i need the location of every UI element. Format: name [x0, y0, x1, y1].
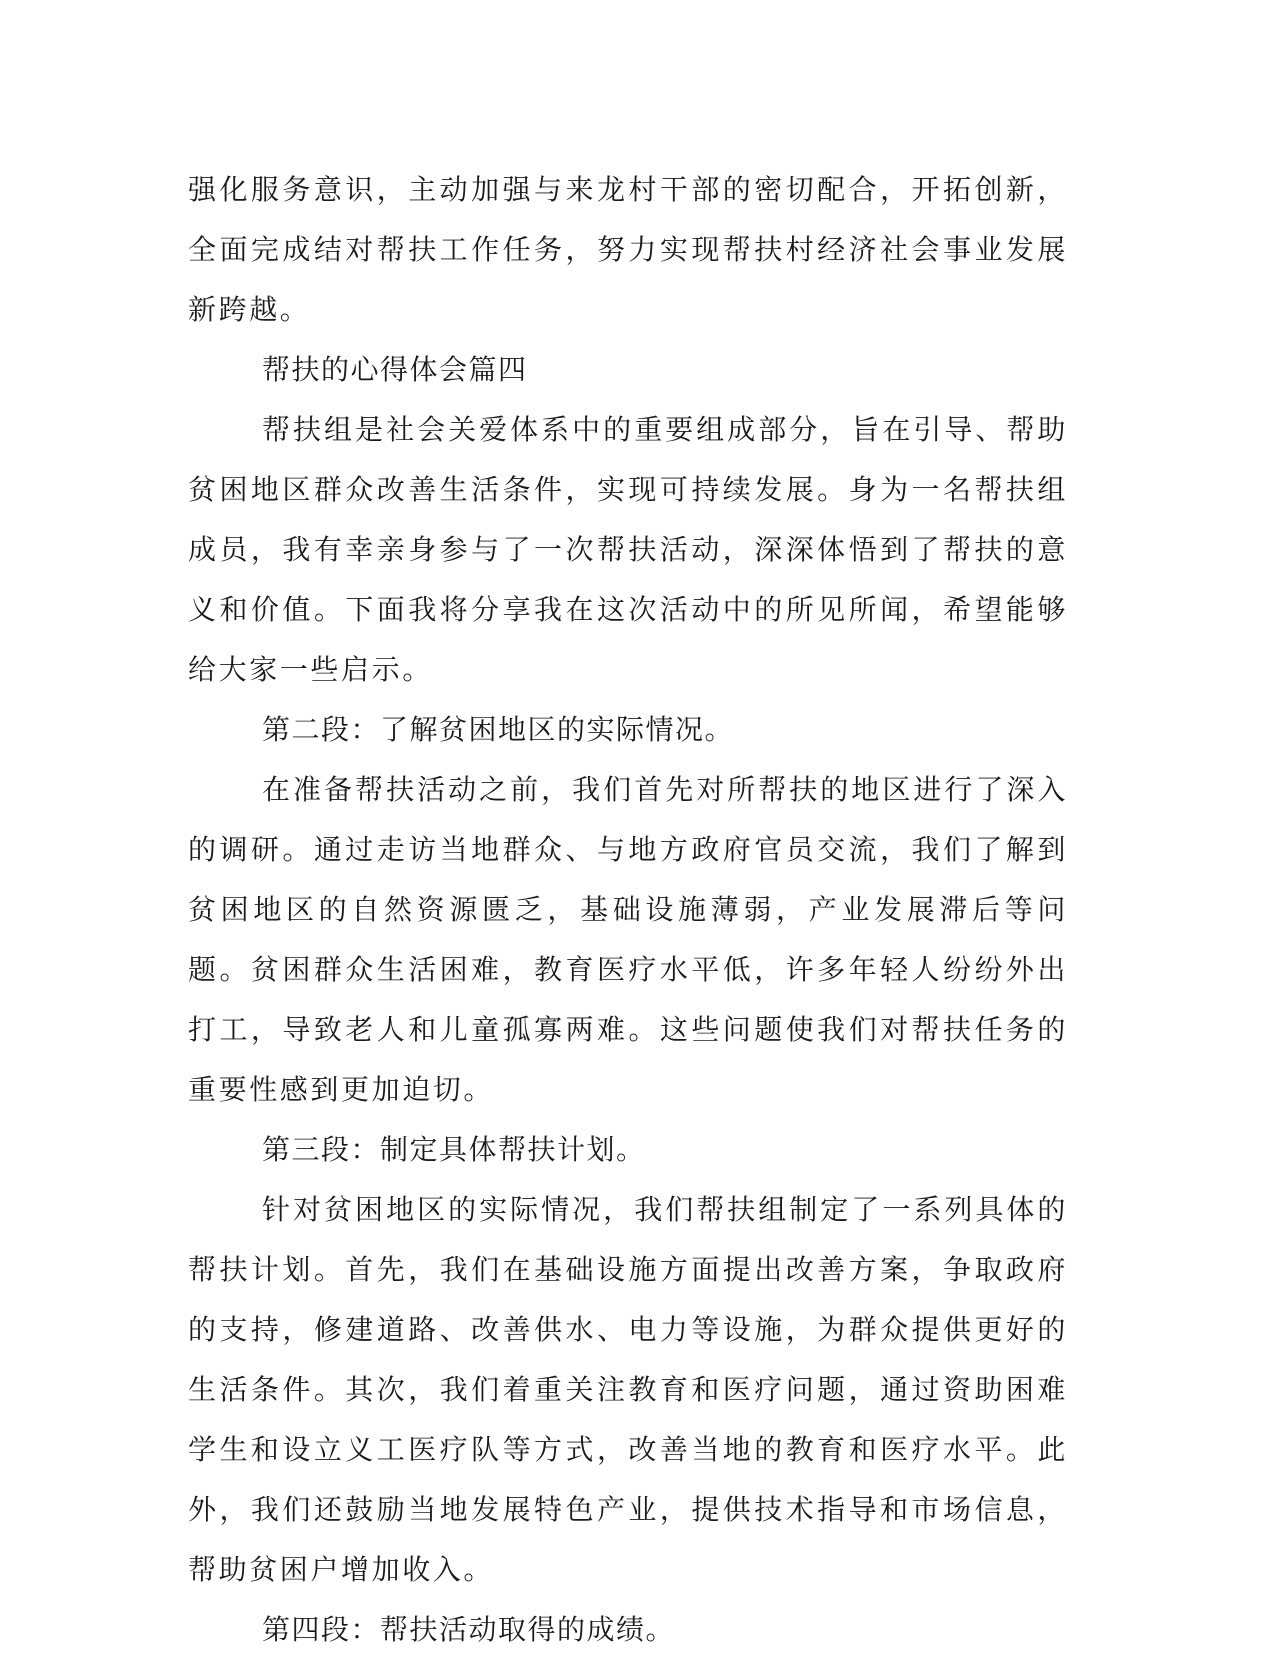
paragraph-continuation: 强化服务意识，主动加强与来龙村干部的密切配合，开拓创新，全面完成结对帮扶工作任务，努力实现帮扶村经济社会事业发展新跨越。 — [188, 173, 1068, 326]
paragraph-plan: 针对贫困地区的实际情况，我们帮扶组制定了一系列具体的帮扶计划。首先，我们在基础设施方面提出改善方案，争取政府的支持，修建道路、改善供水、电力等设施，为群众提供更好的生活条件。其次，我们着重关注教育和医疗问题，通过资助困难学生和设立义工医疗队等方式，改善当地的教育和医疗水平。此外，我们还鼓励当地发展特色产业，提供技术指导和市场信息，帮助贫困户增加收入。 — [188, 1193, 1068, 1586]
section-title: 帮扶的心得体会篇四 — [262, 353, 528, 386]
paragraph-situation: 在准备帮扶活动之前，我们首先对所帮扶的地区进行了深入的调研。通过走访当地群众、与地方政府官员交流，我们了解到贫困地区的自然资源匮乏，基础设施薄弱，产业发展滞后等问题。贫困群众生活困难，教育医疗水平低，许多年轻人纷纷外出打工，导致老人和儿童孤寡两难。这些问题使我们对帮扶任务的重要性感到更加迫切。 — [188, 773, 1068, 1106]
paragraph-intro: 帮扶组是社会关爱体系中的重要组成部分，旨在引导、帮助贫困地区群众改善生活条件，实现可持续发展。身为一名帮扶组成员，我有幸亲身参与了一次帮扶活动，深深体悟到了帮扶的意义和价值。下面我将分享我在这次活动中的所见所闻，希望能够给大家一些启示。 — [188, 413, 1068, 686]
section-heading-2: 第二段：了解贫困地区的实际情况。 — [262, 713, 735, 746]
section-heading-4: 第四段：帮扶活动取得的成绩。 — [262, 1613, 676, 1646]
document-body — [188, 160, 1068, 1660]
section-heading-3: 第三段：制定具体帮扶计划。 — [262, 1133, 646, 1166]
